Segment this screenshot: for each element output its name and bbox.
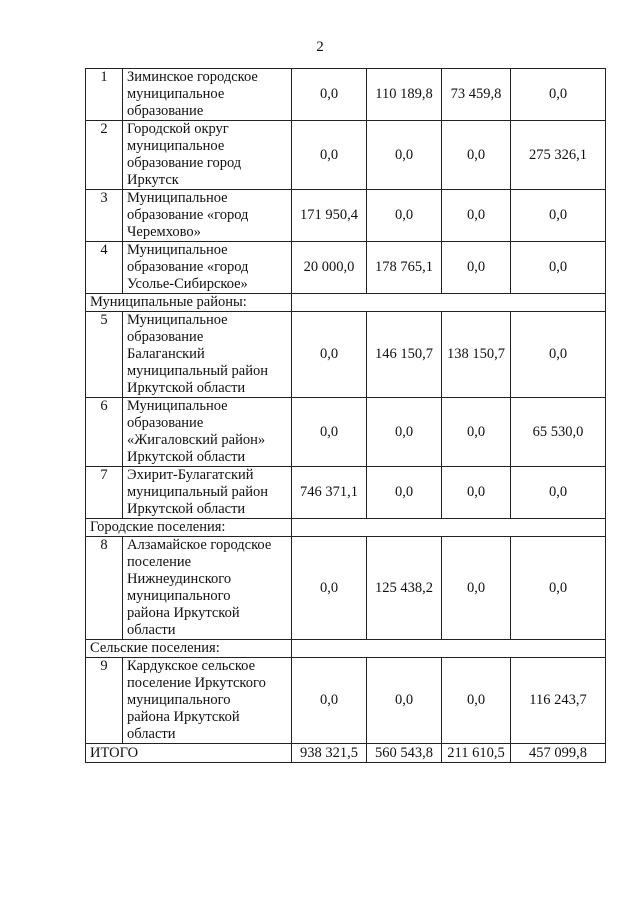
total-value-v4: 457 099,8 bbox=[511, 744, 606, 763]
total-value-v1: 938 321,5 bbox=[292, 744, 367, 763]
value-cell-v4: 275 326,1 bbox=[511, 121, 606, 190]
table-row bbox=[86, 398, 606, 467]
municipality-name-line: Иркутской области bbox=[127, 380, 246, 396]
value-cell-v4: 0,0 bbox=[511, 467, 606, 519]
municipality-name bbox=[123, 398, 292, 467]
municipality-name bbox=[123, 467, 292, 519]
row-number: 1 bbox=[86, 69, 123, 121]
section-row bbox=[86, 519, 606, 537]
municipality-name bbox=[123, 121, 292, 190]
row-number: 5 bbox=[86, 312, 123, 398]
total-row bbox=[86, 744, 606, 763]
municipality-name-line: Кардукское сельское bbox=[127, 658, 256, 674]
value-cell-v3: 0,0 bbox=[442, 398, 511, 467]
value-cell-v2: 125 438,2 bbox=[367, 537, 442, 640]
municipality-name-line: района Иркутской bbox=[127, 605, 240, 621]
page-number: 2 bbox=[316, 39, 324, 55]
value-cell-v1: 171 950,4 bbox=[292, 190, 367, 242]
value-cell-v3: 0,0 bbox=[442, 190, 511, 242]
municipality-name-line: Муниципальное bbox=[127, 242, 228, 258]
table-row bbox=[86, 537, 606, 640]
municipality-name-line: Муниципальное bbox=[127, 398, 228, 414]
value-cell-v1: 0,0 bbox=[292, 312, 367, 398]
municipality-name bbox=[123, 537, 292, 640]
row-number: 9 bbox=[86, 658, 123, 744]
section-label: Городские поселения: bbox=[86, 519, 292, 537]
municipality-name-line: поселение Иркутского bbox=[127, 675, 266, 691]
value-cell-v2: 110 189,8 bbox=[367, 69, 442, 121]
municipality-name-line: муниципального bbox=[127, 588, 231, 604]
table-row bbox=[86, 190, 606, 242]
table-body bbox=[86, 69, 606, 763]
municipality-name-line: поселение bbox=[127, 554, 192, 570]
municipality-name-line: Нижнеудинского bbox=[127, 571, 232, 587]
municipality-name-line: «Жигаловский район» bbox=[127, 432, 266, 448]
total-value-v2: 560 543,8 bbox=[367, 744, 442, 763]
municipality-name-line: муниципальное bbox=[127, 86, 225, 102]
municipality-name-line: Иркутск bbox=[127, 172, 179, 188]
section-row bbox=[86, 640, 606, 658]
municipality-name-line: Алзамайское городское bbox=[127, 537, 272, 553]
table-row bbox=[86, 69, 606, 121]
municipality-name-line: муниципальное bbox=[127, 138, 225, 154]
value-cell-v4: 0,0 bbox=[511, 242, 606, 294]
table-row bbox=[86, 242, 606, 294]
total-value-v3: 211 610,5 bbox=[442, 744, 511, 763]
value-cell-v3: 73 459,8 bbox=[442, 69, 511, 121]
value-cell-v1: 746 371,1 bbox=[292, 467, 367, 519]
allocation-table bbox=[85, 68, 606, 763]
municipality-name-line: образование «город bbox=[127, 259, 249, 275]
value-cell-v2: 0,0 bbox=[367, 121, 442, 190]
municipality-name-line: муниципального bbox=[127, 692, 231, 708]
value-cell-v3: 0,0 bbox=[442, 242, 511, 294]
value-cell-v2: 0,0 bbox=[367, 190, 442, 242]
municipality-name-line: муниципальный район bbox=[127, 363, 268, 379]
municipality-name bbox=[123, 242, 292, 294]
value-cell-v1: 0,0 bbox=[292, 121, 367, 190]
municipality-name-line: Муниципальное bbox=[127, 190, 228, 206]
value-cell-v3: 0,0 bbox=[442, 537, 511, 640]
municipality-name bbox=[123, 190, 292, 242]
section-empty-cell bbox=[292, 640, 606, 658]
municipality-name-line: Зиминское городское bbox=[127, 69, 258, 85]
value-cell-v1: 20 000,0 bbox=[292, 242, 367, 294]
value-cell-v2: 178 765,1 bbox=[367, 242, 442, 294]
table-row bbox=[86, 121, 606, 190]
municipality-name-line: Балаганский bbox=[127, 346, 205, 362]
value-cell-v2: 146 150,7 bbox=[367, 312, 442, 398]
value-cell-v4: 0,0 bbox=[511, 69, 606, 121]
municipality-name bbox=[123, 658, 292, 744]
row-number: 7 bbox=[86, 467, 123, 519]
value-cell-v4: 0,0 bbox=[511, 190, 606, 242]
value-cell-v2: 0,0 bbox=[367, 467, 442, 519]
municipality-name-line: Эхирит-Булагатский bbox=[127, 467, 254, 483]
value-cell-v4: 116 243,7 bbox=[511, 658, 606, 744]
value-cell-v4: 0,0 bbox=[511, 312, 606, 398]
row-number: 8 bbox=[86, 537, 123, 640]
table-row bbox=[86, 658, 606, 744]
municipality-name-line: области bbox=[127, 726, 176, 742]
municipality-name-line: Иркутской области bbox=[127, 449, 246, 465]
row-number: 6 bbox=[86, 398, 123, 467]
value-cell-v3: 0,0 bbox=[442, 658, 511, 744]
value-cell-v4: 0,0 bbox=[511, 537, 606, 640]
municipality-name-line: образование bbox=[127, 329, 204, 345]
value-cell-v2: 0,0 bbox=[367, 658, 442, 744]
value-cell-v1: 0,0 bbox=[292, 69, 367, 121]
municipality-name-line: области bbox=[127, 622, 176, 638]
section-empty-cell bbox=[292, 294, 606, 312]
municipality-name bbox=[123, 69, 292, 121]
row-number: 3 bbox=[86, 190, 123, 242]
total-label: ИТОГО bbox=[86, 744, 292, 763]
row-number: 2 bbox=[86, 121, 123, 190]
value-cell-v1: 0,0 bbox=[292, 537, 367, 640]
value-cell-v4: 65 530,0 bbox=[511, 398, 606, 467]
table-row bbox=[86, 312, 606, 398]
value-cell-v1: 0,0 bbox=[292, 658, 367, 744]
municipality-name-line: Усолье-Сибирское» bbox=[127, 276, 248, 292]
value-cell-v3: 0,0 bbox=[442, 467, 511, 519]
section-empty-cell bbox=[292, 519, 606, 537]
value-cell-v3: 0,0 bbox=[442, 121, 511, 190]
table-row bbox=[86, 467, 606, 519]
section-row bbox=[86, 294, 606, 312]
municipality-name-line: муниципальный район bbox=[127, 484, 268, 500]
municipality-name-line: образование город bbox=[127, 155, 242, 171]
section-label: Сельские поселения: bbox=[86, 640, 292, 658]
municipality-name-line: Черемхово» bbox=[127, 224, 201, 240]
value-cell-v1: 0,0 bbox=[292, 398, 367, 467]
value-cell-v2: 0,0 bbox=[367, 398, 442, 467]
municipality-name-line: Городской округ bbox=[127, 121, 229, 137]
municipality-name-line: образование bbox=[127, 415, 204, 431]
municipality-name-line: Иркутской области bbox=[127, 501, 246, 517]
municipality-name-line: образование bbox=[127, 103, 204, 119]
section-label: Муниципальные районы: bbox=[86, 294, 292, 312]
municipality-name bbox=[123, 312, 292, 398]
municipality-name-line: района Иркутской bbox=[127, 709, 240, 725]
municipality-name-line: образование «город bbox=[127, 207, 249, 223]
value-cell-v3: 138 150,7 bbox=[442, 312, 511, 398]
row-number: 4 bbox=[86, 242, 123, 294]
municipality-name-line: Муниципальное bbox=[127, 312, 228, 328]
